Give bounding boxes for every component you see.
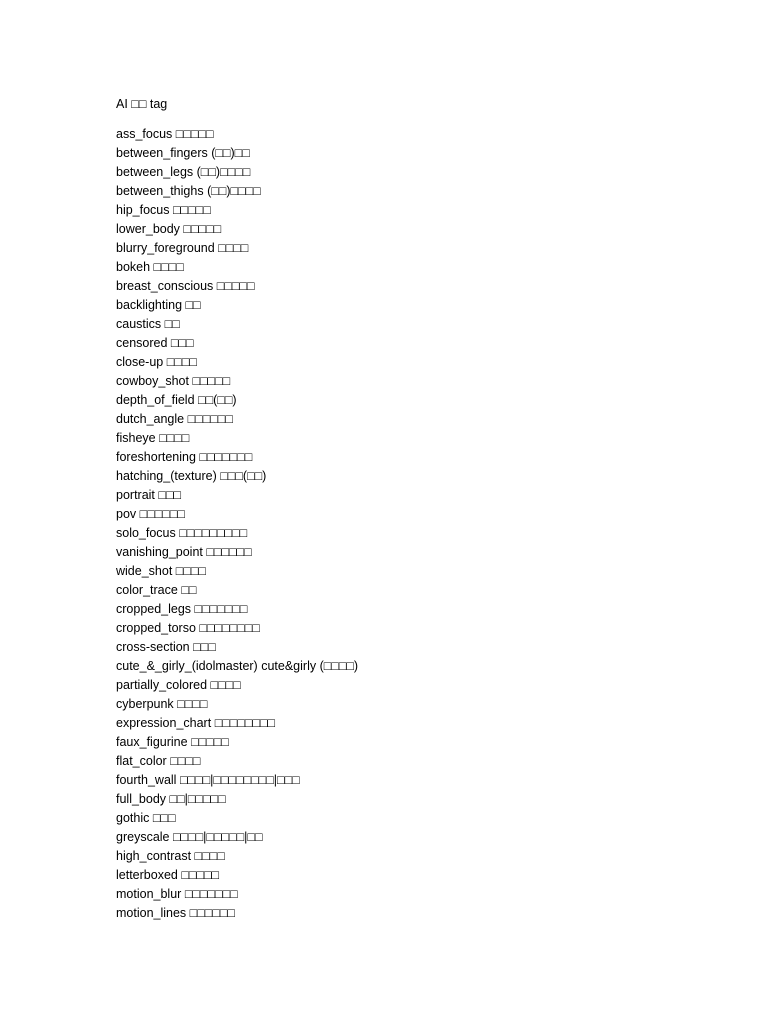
tag-name: motion_lines — [116, 906, 187, 920]
tag-description: □□□□□ — [216, 279, 255, 293]
tag-name: ass_focus — [116, 127, 173, 141]
tag-name: pov — [116, 507, 137, 521]
tag-name: high_contrast — [116, 849, 192, 863]
tag-description: □□□□ — [175, 564, 206, 578]
tag-line — [116, 296, 358, 315]
tag-line — [116, 619, 358, 638]
tag-line — [116, 809, 358, 828]
tag-description: □□□□ — [177, 697, 208, 711]
tag-description: □□□□□ — [191, 735, 229, 749]
tag-name: hatching_(texture) — [116, 469, 217, 483]
tag-name: bokeh — [116, 260, 151, 274]
tag-line — [116, 638, 358, 657]
tag-name: between_fingers — [116, 146, 208, 160]
tag-description: (□□)□□□□ — [196, 165, 251, 179]
tag-line — [116, 334, 358, 353]
tag-line — [116, 391, 358, 410]
tag-line — [116, 771, 358, 790]
tag-name: fisheye — [116, 431, 156, 445]
tag-description: □□□ — [152, 811, 176, 825]
tag-description: □□□□□ — [175, 127, 214, 141]
tag-name: close-up — [116, 355, 164, 369]
tag-name: full_body — [116, 792, 167, 806]
tag-description: □□□ — [158, 488, 182, 502]
tag-description: □□□□ — [159, 431, 190, 445]
tag-name: solo_focus — [116, 526, 176, 540]
tag-description: □□□□□□□ — [194, 602, 248, 616]
tag-line — [116, 562, 358, 581]
tag-line — [116, 182, 358, 201]
tag-line — [116, 828, 358, 847]
tag-description: □□□□□ — [181, 868, 220, 882]
tag-name: flat_color — [116, 754, 167, 768]
tag-line — [116, 277, 358, 296]
tag-list — [116, 125, 358, 923]
tag-line — [116, 790, 358, 809]
tag-name: motion_blur — [116, 887, 182, 901]
tag-line — [116, 885, 358, 904]
tag-description: □□□□ — [210, 678, 241, 692]
tag-name: cyberpunk — [116, 697, 174, 711]
tag-description: □□□□□□ — [187, 412, 233, 426]
tag-description: cute&girly (□□□□) — [261, 659, 359, 673]
tag-line — [116, 315, 358, 334]
tag-description: □□ — [181, 583, 197, 597]
tag-description: □□□□□□ — [206, 545, 252, 559]
tag-line — [116, 220, 358, 239]
tag-description: □□□□□□□□ — [214, 716, 276, 730]
tag-line — [116, 866, 358, 885]
tag-name: greyscale — [116, 830, 170, 844]
tag-name: cowboy_shot — [116, 374, 189, 388]
tag-description: □□□□□□□ — [199, 450, 253, 464]
tag-line — [116, 752, 358, 771]
tag-description: □□□□□□□ — [184, 887, 238, 901]
tag-description: (□□)□□□□ — [207, 184, 261, 198]
tag-line — [116, 543, 358, 562]
tag-line — [116, 505, 358, 524]
tag-description: □□□ — [170, 336, 194, 350]
tag-line — [116, 600, 358, 619]
tag-line — [116, 239, 358, 258]
tag-description: □□□□□□ — [189, 906, 235, 920]
tag-line — [116, 581, 358, 600]
tag-description: □□□□□□□□□ — [179, 526, 248, 540]
tag-name: backlighting — [116, 298, 183, 312]
tag-line — [116, 410, 358, 429]
tag-name: between_thighs — [116, 184, 204, 198]
tag-line — [116, 714, 358, 733]
tag-description: □□□(□□) — [220, 469, 267, 483]
tag-description: □□□□□ — [183, 222, 222, 236]
tag-description: □□□□ — [218, 241, 249, 255]
tag-name: expression_chart — [116, 716, 212, 730]
tag-line — [116, 467, 358, 486]
tag-description: □□□□□ — [192, 374, 231, 388]
tag-name: censored — [116, 336, 168, 350]
tag-name: dutch_angle — [116, 412, 185, 426]
tag-line — [116, 676, 358, 695]
tag-name: fourth_wall — [116, 773, 177, 787]
tag-description: □□(□□) — [198, 393, 237, 407]
document-title: AI □□ tag — [116, 97, 168, 111]
tag-line — [116, 258, 358, 277]
tag-description: □□□□□ — [173, 203, 211, 217]
tag-name: blurry_foreground — [116, 241, 215, 255]
tag-name: cropped_legs — [116, 602, 192, 616]
tag-name: letterboxed — [116, 868, 178, 882]
tag-description: □□ — [164, 317, 180, 331]
tag-description: □□□□ — [153, 260, 184, 274]
tag-description: □□|□□□□□ — [169, 792, 226, 806]
tag-name: breast_conscious — [116, 279, 214, 293]
tag-line — [116, 657, 358, 676]
tag-description: (□□)□□ — [211, 146, 250, 160]
tag-name: lower_body — [116, 222, 180, 236]
tag-line — [116, 144, 358, 163]
tag-name: foreshortening — [116, 450, 196, 464]
tag-line — [116, 429, 358, 448]
tag-description: □□□□|□□□□□□□□|□□□ — [179, 773, 300, 787]
tag-description: □□□□□□ — [139, 507, 185, 521]
tag-name: faux_figurine — [116, 735, 188, 749]
tag-name: cross-section — [116, 640, 190, 654]
tag-description: □□□□ — [166, 355, 197, 369]
tag-line — [116, 904, 358, 923]
tag-description: □□□□□□□□ — [199, 621, 260, 635]
tag-line — [116, 733, 358, 752]
tag-line — [116, 695, 358, 714]
tag-name: portrait — [116, 488, 155, 502]
tag-name: cropped_torso — [116, 621, 196, 635]
tag-line — [116, 847, 358, 866]
tag-line — [116, 486, 358, 505]
tag-name: between_legs — [116, 165, 194, 179]
tag-name: caustics — [116, 317, 162, 331]
tag-name: partially_colored — [116, 678, 208, 692]
tag-description: □□□□ — [194, 849, 225, 863]
tag-description: □□ — [185, 298, 201, 312]
tag-name: wide_shot — [116, 564, 173, 578]
tag-description: □□□ — [193, 640, 216, 654]
tag-line — [116, 163, 358, 182]
tag-description: □□□□|□□□□□|□□ — [172, 830, 263, 844]
tag-name: vanishing_point — [116, 545, 203, 559]
tag-line — [116, 448, 358, 467]
tag-name: cute_&_girly_(idolmaster) — [116, 659, 258, 673]
tag-name: hip_focus — [116, 203, 170, 217]
tag-name: color_trace — [116, 583, 178, 597]
tag-line — [116, 524, 358, 543]
tag-line — [116, 125, 358, 144]
tag-line — [116, 201, 358, 220]
tag-line — [116, 372, 358, 391]
tag-line — [116, 353, 358, 372]
tag-description: □□□□ — [170, 754, 201, 768]
tag-name: depth_of_field — [116, 393, 195, 407]
tag-name: gothic — [116, 811, 150, 825]
